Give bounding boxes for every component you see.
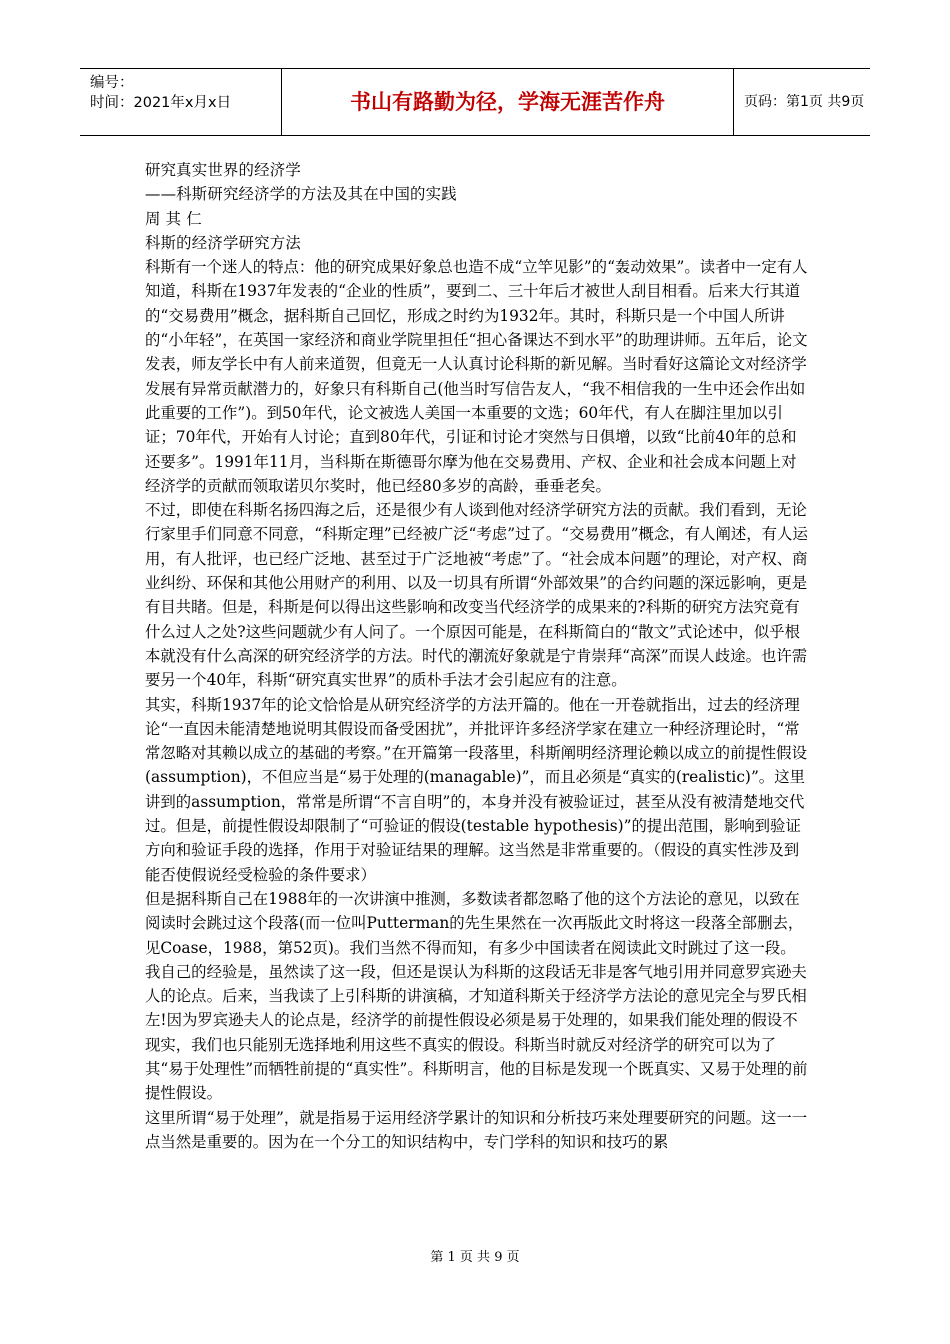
article-subtitle: ——科斯研究经济学的方法及其在中国的实践: [145, 185, 457, 204]
paragraph-1: 科斯有一个迷人的特点：他的研究成果好象总也造不成“立竿见影”的“轰动效果”。读者中一定有人知道，科斯在1937年发表的“企业的性质”，要到二、三十年后才被世人刮目相看。后来大行其道的“交易费用”概念，据科斯自己回忆，形成之时约为1932年。其时，科斯只是一个中国人所讲的“小年轻”，在英国一家经济和商业学院里担任“担心备课达不到水平”的助理讲师。五年后，论文发表，师友学长中有人前来道贺，但竟无一人认真讨论科斯的新见解。当时看好这篇论文对经济学发展有异常贡献潜力的，好象只有科斯自己(他当时写信告友人，“我不相信我的一生中还会作出如此重要的工作”)。到50年代，论文被选人美国一本重要的文选；60年代，有人在脚注里加以引证；70年代，开始有人讨论；直到80年代，引证和讨论才突然与日俱增，以致“比前40年的总和还要多”。1991年11月，当科斯在斯德哥尔摩为他在交易费用、产权、企业和社会成本问题上对经济学的贡献而领取诺贝尔奖时，他已经80多岁的高龄，垂垂老矣。: [145, 258, 808, 495]
document-number-label: 编号：: [90, 75, 134, 91]
header-info-cell: [80, 69, 282, 135]
article-author: 周 其 仁: [145, 209, 202, 228]
paragraph-2: 不过，即使在科斯名扬四海之后，还是很少有人谈到他对经济学研究方法的贡献。我们看到，无论行家里手们同意不同意，“科斯定理”已经被广泛“考虑”过了。“交易费用”概念，有人阐述，有人运用，有人批评，也已经广泛地、甚至过于广泛地被“考虑”了。“社会成本问题”的理论，对产权、商业纠纷、环保和其他公用财产的利用、以及一切具有所谓“外部效果”的合约问题的深远影响，更是有目共睹。但是，科斯是何以得出这些影响和改变当代经济学的成果来的?科斯的研究方法究竟有什么过人之处?这些问题就少有人问了。一个原因可能是，在科斯简白的“散文”式论述中，似乎根本就没有什么高深的研究经济学的方法。时代的潮流好象就是宁肯崇拜“高深”而误人歧途。也许需要另一个40年，科斯“研究真实世界”的质朴手法才会引起应有的注意。: [145, 501, 808, 690]
document-header: [80, 68, 870, 136]
header-motto: 书山有路勤为径，学海无涯苦作舟: [282, 69, 734, 135]
article-body: [145, 158, 810, 1154]
paragraph-3: 其实，科斯1937年的论文恰恰是从研究经济学的方法开篇的。他在一开卷就指出，过去的经济理论“一直因未能清楚地说明其假设而备受困扰”，并批评许多经济学家在建立一种经济理论时，“常常忽略对其赖以成立的基础的考察。”在开篇第一段落里，科斯阐明经济理论赖以成立的前提性假设(assumption)，不但应当是“易于处理的(managable)”，而且必须是“真实的(realistic)”。这里讲到的assumption，常常是所谓“不言自明”的，本身并没有被验证过，甚至从没有被清楚地交代过。但是，前提性假设却限制了“可验证的假设(testable hypothesis)”的提出范围，影响到验证方向和验证手段的选择，作用于对验证结果的理解。这当然是非常重要的。（假设的真实性涉及到能否使假说经受检验的条件要求）: [145, 695, 807, 884]
paragraph-5: 这里所谓“易于处理”，就是指易于运用经济学累计的知识和分析技巧来处理要研究的问题。这一一点当然是重要的。因为在一个分工的知识结构中，专门学科的知识和技巧的累: [145, 1108, 808, 1151]
section-title: 科斯的经济学研究方法: [145, 233, 301, 252]
article-title: 研究真实世界的经济学: [145, 161, 301, 179]
header-page-label: 页码：第1页 共9页: [744, 94, 865, 110]
page-footer: 第 1 页 共 9 页: [430, 1250, 520, 1265]
paragraph-4: 但是据科斯自己在1988年的一次讲演中推测，多数读者都忽略了他的这个方法论的意见，以致在阅读时会跳过这个段落(而一位叫Putterman的先生果然在一次再版此文时将这一段落全部删去，见Coase，1988，第52页)。我们当然不得而知，有多少中国读者在阅读此文时跳过了这一段。我自己的经验是，虽然读了这一段，但还是误认为科斯的这段话无非是客气地引用并同意罗宾逊夫人的论点。后来，当我读了上引科斯的讲演稿，才知道科斯关于经济学方法论的意见完全与罗氏相左!因为罗宾逊夫人的论点是，经济学的前提性假设必须是易于处理的，如果我们能处理的假设不现实，我们也只能别无选择地利用这些不真实的假设。科斯当时就反对经济学的研究可以为了其“易于处理性”而牺牲前提的“真实性”。科斯明言，他的目标是发现一个既真实、又易于处理的前提性假设。: [145, 889, 808, 1103]
document-time-label: 时间：2021年x月x日: [90, 95, 232, 111]
